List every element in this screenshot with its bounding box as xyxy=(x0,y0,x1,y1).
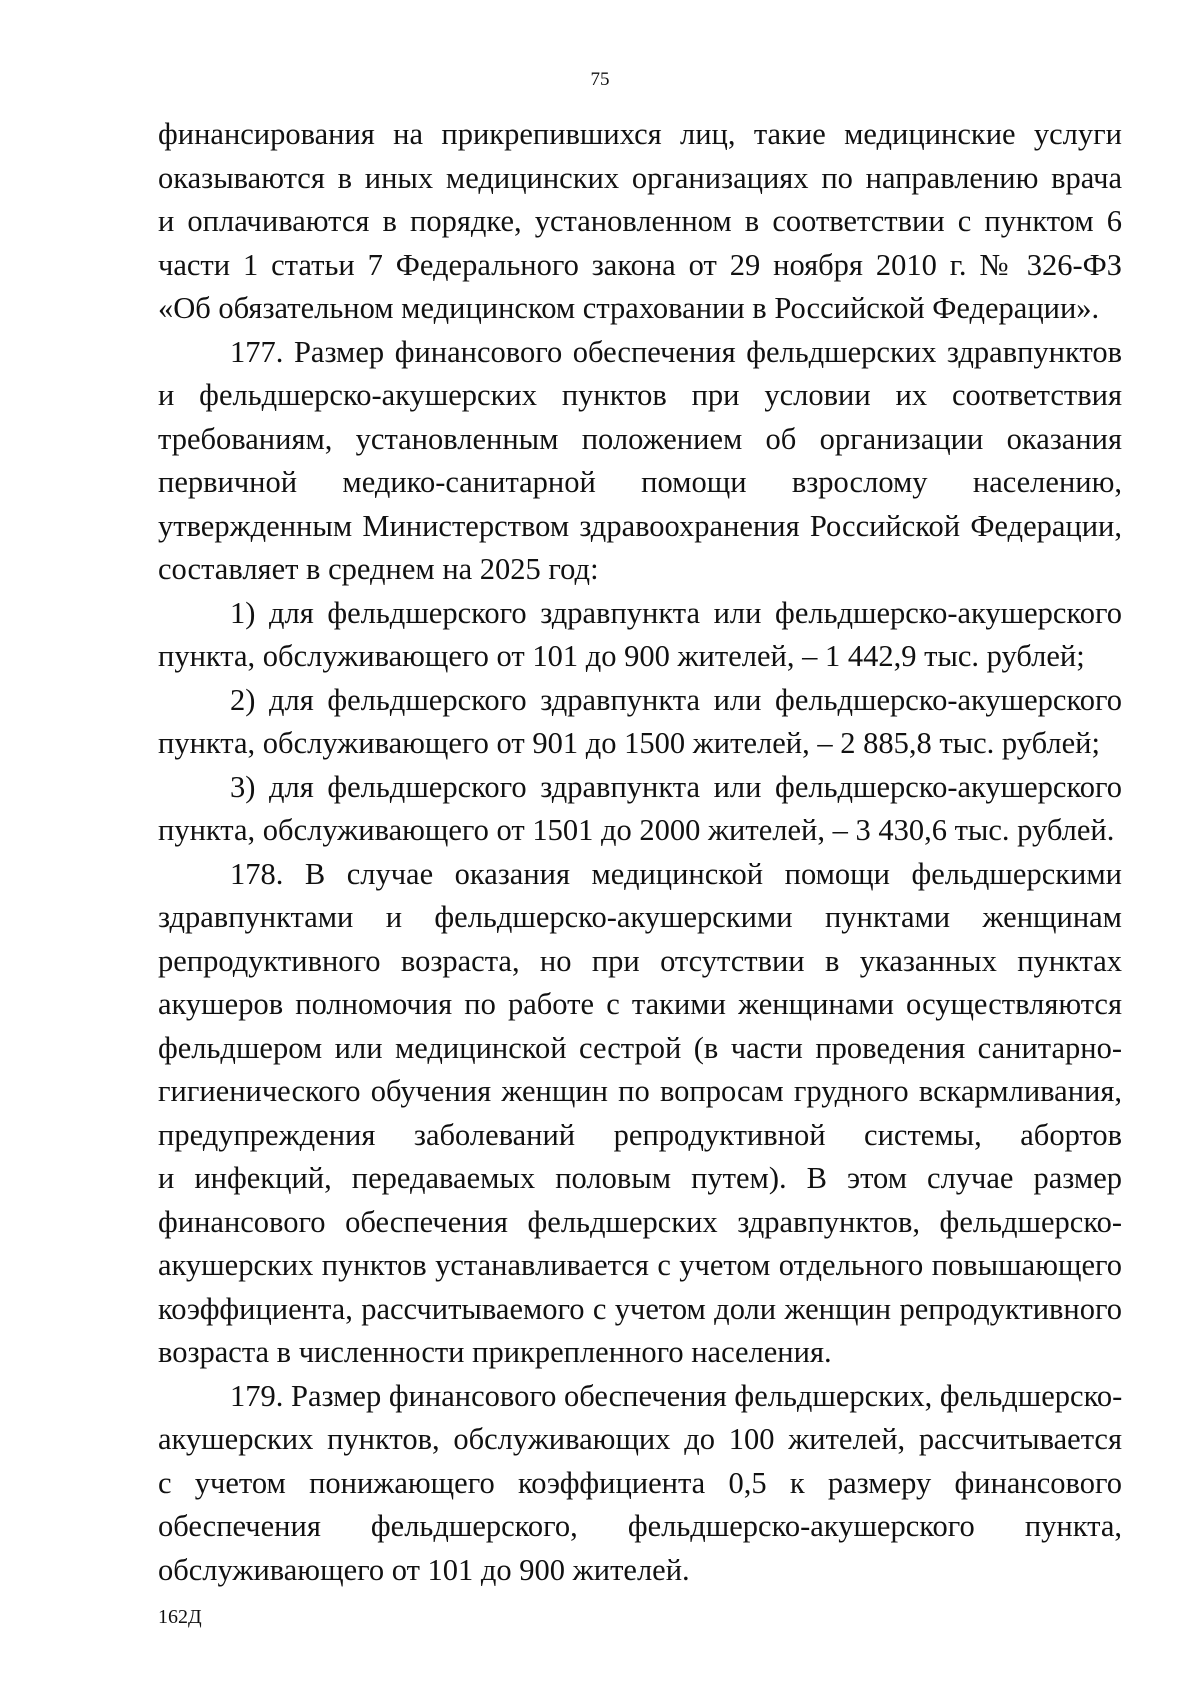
text-line: финансирования на прикрепившихся лиц, такие медицинские услуги xyxy=(158,117,1122,151)
text-line: обслуживающего от 101 до 900 жителей. xyxy=(158,1552,690,1587)
paragraph xyxy=(158,679,1122,766)
text-line: с учетом понижающего коэффициента 0,5 к размеру финансового xyxy=(158,1465,1122,1500)
document-body xyxy=(158,113,1122,1592)
text-line: финансового обеспечения фельдшерских здравпунктов, фельдшерско- xyxy=(158,1204,1122,1239)
text-line: 178. В случае оказания медицинской помощи фельдшерскими xyxy=(230,856,1122,891)
text-line: первичной медико-санитарной помощи взрослому населению, xyxy=(158,465,1122,499)
text-line: акушеров полномочия по работе с такими женщинами осуществляются xyxy=(158,987,1122,1021)
paragraph xyxy=(158,113,1122,331)
text-line: акушерских пунктов, обслуживающих до 100 жителей, рассчитывается xyxy=(158,1422,1122,1456)
text-line: 2) для фельдшерского здравпункта или фельдшерско-акушерского xyxy=(230,682,1122,717)
text-line: составляет в среднем на 2025 год: xyxy=(158,552,599,586)
text-line: репродуктивного возраста, но при отсутствии в указанных пунктах xyxy=(158,943,1122,978)
page-number: 75 xyxy=(590,69,610,90)
text-line: 179. Размер финансового обеспечения фельдшерских, фельдшерско- xyxy=(230,1378,1123,1413)
paragraph xyxy=(158,853,1122,1375)
text-line: 177. Размер финансового обеспечения фельдшерских здравпунктов xyxy=(230,334,1122,369)
text-line: пункта, обслуживающего от 1501 до 2000 жителей, – 3 430,6 тыс. рублей. xyxy=(158,813,1115,847)
text-line: обеспечения фельдшерского, фельдшерско-акушерского пункта, xyxy=(158,1509,1122,1543)
text-line: и оплачиваются в порядке, установленном в соответствии с пунктом 6 xyxy=(158,204,1122,238)
paragraph xyxy=(158,331,1122,592)
text-line: акушерских пунктов устанавливается с учетом отдельного повышающего xyxy=(158,1248,1122,1282)
text-line: здравпунктами и фельдшерско-акушерскими пунктами женщинам xyxy=(158,900,1122,934)
text-line: требованиям, установленным положением об организации оказания xyxy=(158,421,1122,456)
text-line: 3) для фельдшерского здравпункта или фельдшерско-акушерского xyxy=(230,769,1122,804)
text-line: и фельдшерско-акушерских пунктов при условии их соответствия xyxy=(158,378,1122,412)
text-line: оказываются в иных медицинских организациях по направлению врача xyxy=(158,160,1122,195)
text-line: коэффициента, рассчитываемого с учетом доли женщин репродуктивного xyxy=(158,1291,1122,1326)
paragraph xyxy=(158,592,1122,679)
text-line: утвержденным Министерством здравоохранения Российской Федерации, xyxy=(158,508,1122,543)
paragraph xyxy=(158,1375,1122,1593)
text-line: «Об обязательном медицинском страховании в Российской Федерации». xyxy=(158,291,1100,325)
text-line: части 1 статьи 7 Федерального закона от 29 ноября 2010 г. № 326-ФЗ xyxy=(158,247,1122,282)
text-line: пункта, обслуживающего от 101 до 900 жителей, – 1 442,9 тыс. рублей; xyxy=(158,639,1085,673)
footer-document-code: 162Д xyxy=(158,1606,202,1628)
paragraph xyxy=(158,766,1122,853)
text-line: предупреждения заболеваний репродуктивной системы, абортов xyxy=(158,1117,1122,1152)
text-line: фельдшером или медицинской сестрой (в части проведения санитарно- xyxy=(158,1030,1122,1065)
text-line: 1) для фельдшерского здравпункта или фельдшерско-акушерского xyxy=(230,595,1122,630)
text-line: пункта, обслуживающего от 901 до 1500 жителей, – 2 885,8 тыс. рублей; xyxy=(158,726,1100,760)
text-line: и инфекций, передаваемых половым путем). В этом случае размер xyxy=(158,1161,1122,1195)
text-line: гигиенического обучения женщин по вопросам грудного вскармливания, xyxy=(158,1074,1122,1108)
text-line: возраста в численности прикрепленного населения. xyxy=(158,1335,832,1369)
